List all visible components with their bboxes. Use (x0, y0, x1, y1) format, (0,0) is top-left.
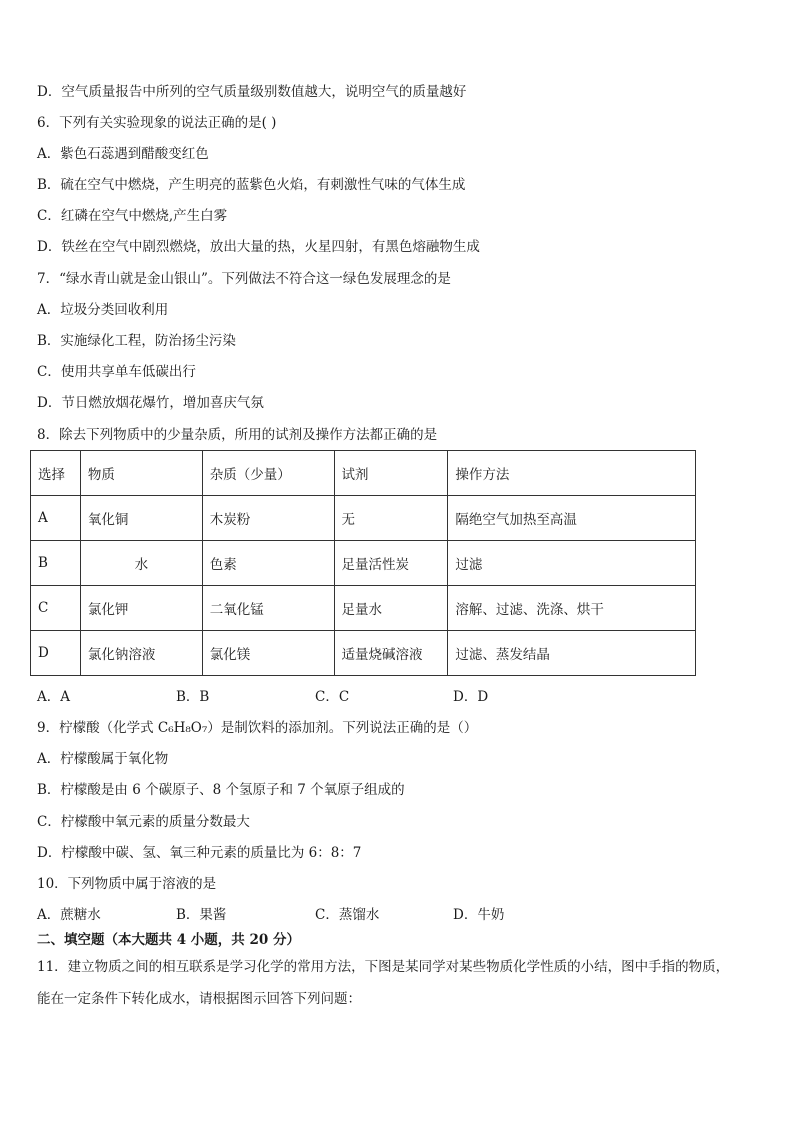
section-heading: 二、填空题（本大题共 4 小题，共 20 分） (37, 932, 300, 948)
table-cell: 过滤、蒸发结晶 (448, 631, 696, 676)
table-cell: 木炭粉 (202, 496, 334, 541)
table-cell: 适量烧碱溶液 (334, 631, 448, 676)
q8-choice-d: D．D (453, 689, 489, 705)
q7-stem: 7．“绿水青山就是金山银山”。下列做法不符合这一绿色发展理念的是 (37, 271, 451, 287)
q10-stem: 10．下列物质中属于溶液的是 (37, 876, 217, 892)
table-header-cell: 物质 (80, 451, 202, 496)
table-header-cell: 操作方法 (448, 451, 696, 496)
q6-option-c: C．红磷在空气中燃烧,产生白雾 (37, 208, 228, 224)
table-cell: A (31, 496, 81, 541)
table-cell: 溶解、过滤、洗涤、烘干 (448, 586, 696, 631)
table-cell: D (31, 631, 81, 676)
q7-option-c: C．使用共享单车低碳出行 (37, 364, 196, 380)
table-cell: 氯化镁 (202, 631, 334, 676)
q7-option-a: A．垃圾分类回收利用 (37, 302, 169, 318)
q9-stem: 9．柠檬酸（化学式 C₆H₈O₇）是制饮料的添加剂。下列说法正确的是（） (37, 720, 478, 736)
table-cell: 过滤 (448, 541, 696, 586)
table-row (31, 586, 696, 631)
q5-option-d: D．空气质量报告中所列的空气质量级别数值越大，说明空气的质量越好 (37, 84, 467, 100)
table-cell: B (31, 541, 81, 586)
table-header-row (31, 451, 696, 496)
q9-option-d: D．柠檬酸中碳、氢、氧三种元素的质量比为 6：8：7 (37, 845, 362, 861)
table-header-cell: 杂质（少量） (202, 451, 334, 496)
q8-table (30, 450, 696, 676)
table-cell: 水 (80, 541, 202, 586)
q10-choice-d: D．牛奶 (453, 907, 505, 923)
q7-option-d: D．节日燃放烟花爆竹，增加喜庆气氛 (37, 395, 264, 411)
q8-stem: 8．除去下列物质中的少量杂质，所用的试剂及操作方法都正确的是 (37, 427, 438, 443)
q9-option-c: C．柠檬酸中氧元素的质量分数最大 (37, 814, 250, 830)
q8-choice-a: A．A (37, 689, 70, 705)
table-row (31, 541, 696, 586)
table-cell: C (31, 586, 81, 631)
q6-option-d: D．铁丝在空气中剧烈燃烧，放出大量的热，火星四射，有黑色熔融物生成 (37, 239, 480, 255)
table-row (31, 631, 696, 676)
table-cell: 氯化钾 (80, 586, 202, 631)
table-cell: 色素 (202, 541, 334, 586)
q8-choice-c: C．C (315, 689, 350, 705)
q10-choice-a: A．蔗糖水 (37, 907, 101, 923)
q6-option-b: B．硫在空气中燃烧，产生明亮的蓝紫色火焰，有刺激性气味的气体生成 (37, 177, 466, 193)
q7-option-b: B．实施绿化工程，防治扬尘污染 (37, 333, 236, 349)
table-cell: 氧化铜 (80, 496, 202, 541)
table-cell: 二氧化锰 (202, 586, 334, 631)
q6-option-a: A．紫色石蕊遇到醋酸变红色 (37, 146, 209, 162)
q10-choice-b: B．果酱 (176, 907, 227, 923)
table-cell: 氯化钠溶液 (80, 631, 202, 676)
q6-stem: 6．下列有关实验现象的说法正确的是( ) (37, 115, 277, 131)
q8-choice-b: B．B (176, 689, 210, 705)
table-header-cell: 选择 (31, 451, 81, 496)
table-cell: 隔绝空气加热至高温 (448, 496, 696, 541)
q9-option-a: A．柠檬酸属于氧化物 (37, 751, 169, 767)
q9-option-b: B．柠檬酸是由 6 个碳原子、8 个氢原子和 7 个氧原子组成的 (37, 782, 405, 798)
table-row (31, 496, 696, 541)
table-cell: 足量水 (334, 586, 448, 631)
q11-line-1: 11．建立物质之间的相互联系是学习化学的常用方法，下图是某同学对某些物质化学性质的小结，图中手指的物质， (37, 959, 730, 975)
table-header-cell: 试剂 (334, 451, 448, 496)
table-cell: 足量活性炭 (334, 541, 448, 586)
q11-line-2: 能在一定条件下转化成水，请根据图示回答下列问题： (37, 991, 361, 1007)
table-cell: 无 (334, 496, 448, 541)
q10-choice-c: C．蒸馏水 (315, 907, 380, 923)
